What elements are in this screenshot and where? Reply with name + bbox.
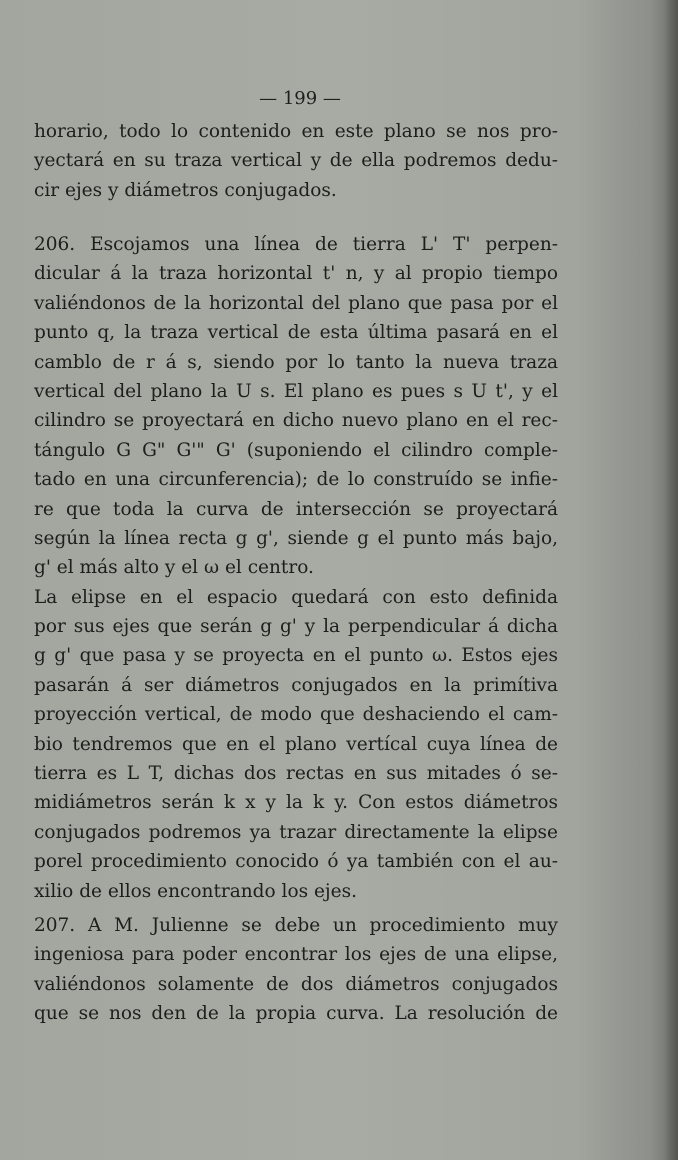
text-line: 206. Escojamos una línea de tierra L' T' perpen- — [34, 234, 558, 255]
text-line: dicular á la traza horizontal t' n, y al propio tiempo — [34, 263, 558, 285]
text-line: 207. A M. Julienne se debe un procedimiento muy — [34, 915, 558, 936]
text-line: cir ejes y diámetros conjugados. — [34, 179, 337, 201]
text-line: cilindro se proyectará en dicho nuevo plano en el rec- — [34, 410, 558, 432]
text-line: horario, todo lo contenido en este plano se nos pro- — [34, 121, 558, 142]
text-line: que se nos den de la propia curva. La resolución de — [34, 1003, 558, 1025]
text-line: re que toda la curva de intersección se proyectará — [34, 498, 558, 520]
text-line: g g' que pasa y se proyecta en el punto ω. Estos ejes — [34, 645, 558, 667]
text-line: conjugados podremos ya trazar directamente la elipse — [34, 821, 558, 843]
text-line: tángulo G G" G'" G' (suponiendo el cilindro comple- — [34, 439, 558, 461]
text-line: punto q, la traza vertical de esta última pasará en el — [34, 322, 558, 344]
text-line: porel procedimiento conocido ó ya también con el au- — [34, 851, 558, 873]
section-207 — [34, 911, 558, 1029]
text-line: tado en una circunferencia); de lo construído se infie- — [34, 469, 558, 491]
text-line: camblo de r á s, siendo por lo tanto la nueva traza — [34, 351, 558, 373]
text-line: vertical del plano la U s. El plano es pues s U t', y el — [34, 380, 558, 402]
section-206 — [34, 230, 558, 906]
text-line: según la línea recta g g', siende g el punto más bajo, — [34, 527, 558, 549]
text-line: proyección vertical, de modo que deshaciendo el cam- — [34, 704, 558, 726]
text-line: xilio de ellos encontrando los ejes. — [34, 880, 357, 902]
page-edge-shadow — [664, 0, 678, 1160]
text-line: midiámetros serán k x y la k y. Con estos diámetros — [34, 792, 558, 814]
text-line: g' el más alto y el ω el centro. — [34, 557, 314, 579]
text-line: valiéndonos de la horizontal del plano que pasa por el — [34, 292, 558, 314]
paragraph-continuation — [34, 117, 558, 205]
text-line: tierra es L T, dichas dos rectas en sus mitades ó se- — [34, 763, 558, 785]
text-line: yectará en su traza vertical y de ella podremos dedu- — [34, 150, 558, 172]
text-line: por sus ejes que serán g g' y la perpendicular á dicha — [34, 616, 558, 638]
text-line: valiéndonos solamente de dos diámetros conjugados — [34, 973, 558, 995]
text-line: bio tendremos que en el plano vertícal cuya línea de — [34, 733, 558, 755]
text-line: pasarán á ser diámetros conjugados en la primítiva — [34, 674, 558, 696]
page-number: — 199 — — [259, 88, 341, 109]
text-line: La elipse en el espacio quedará con esto definida — [34, 586, 558, 608]
text-line: ingeniosa para poder encontrar los ejes de una elipse, — [34, 944, 558, 966]
